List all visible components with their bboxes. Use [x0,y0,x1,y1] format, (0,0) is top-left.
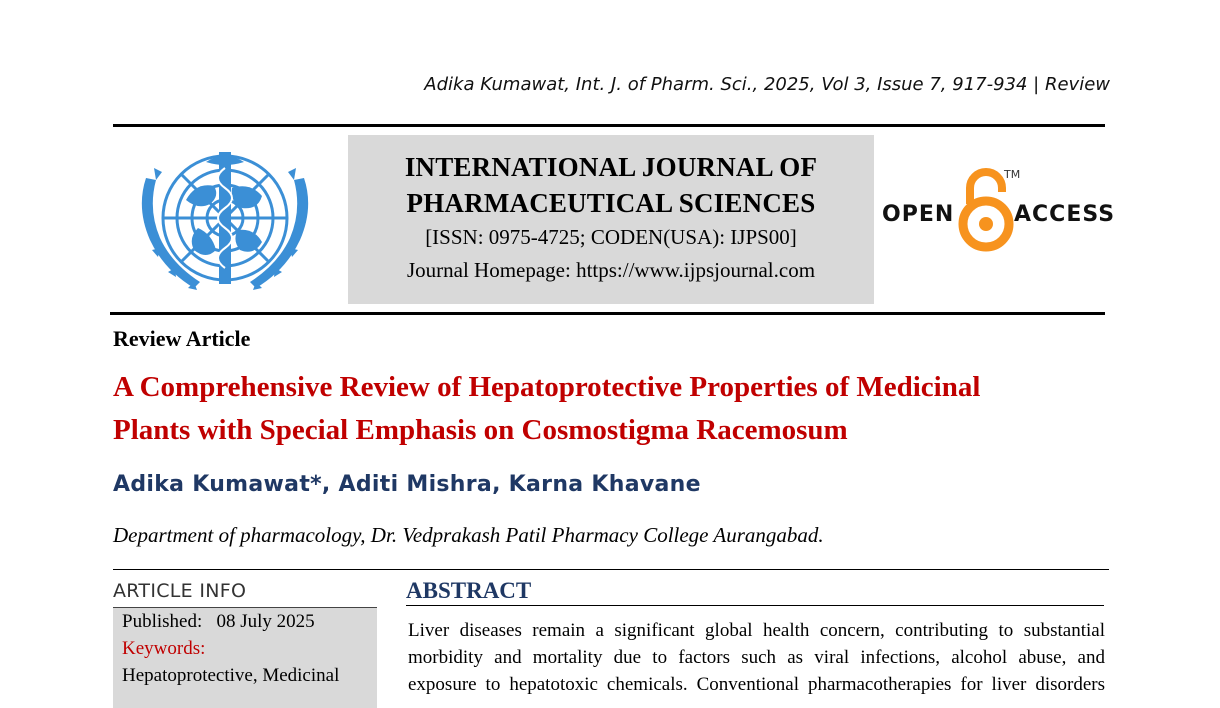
article-info-box [113,607,377,708]
journal-issn: [ISSN: 0975-4725; CODEN(USA): IJPS00] [425,225,797,249]
article-title-line1: A Comprehensive Review of Hepatoprotective Properties of Medicinal [113,371,981,403]
running-header: Adika Kumawat, Int. J. of Pharm. Sci., 2025, Vol 3, Issue 7, 917-934 | Review [424,74,1110,95]
abstract-text [408,617,1105,698]
article-title [113,366,1113,452]
journal-homepage: Journal Homepage: https://www.ijpsjournal.com [406,258,816,282]
article-title-line2: Plants with Special Emphasis on Cosmostigma Racemosum [113,414,848,446]
keywords-label: Keywords: [122,638,206,659]
abstract-line: Liver diseases remain a significant global health concern, contributing to substantial [408,620,1105,641]
journal-masthead [348,135,874,304]
abstract-rule [406,605,1104,606]
open-access-right-text: ACCESS [1014,202,1116,227]
journal-title-line1: INTERNATIONAL JOURNAL OF [404,152,818,182]
journal-title-line2: PHARMACEUTICAL SCIENCES [406,188,816,218]
keywords-value: Hepatoprotective, Medicinal [122,665,340,686]
open-access-badge [880,166,1116,256]
affiliation: Department of pharmacology, Dr. Vedprakash Patil Pharmacy College Aurangabad. [113,523,824,547]
abstract-line: morbidity and mortality due to factors such as viral infections, alcohol abuse, and [408,647,1105,668]
abstract-heading: ABSTRACT [406,578,532,603]
masthead-rule [110,312,1105,315]
open-access-left-text: OPEN [882,202,955,227]
journal-logo-icon [126,138,324,306]
trademark-mark: TM [1004,168,1021,181]
top-rule [113,124,1105,127]
article-type: Review Article [113,326,251,351]
section-rule [113,569,1109,570]
abstract-line: exposure to hepatotoxic chemicals. Conventional pharmacotherapies for liver disorders [408,674,1105,695]
article-info-heading: ARTICLE INFO [113,580,247,602]
published-date: Published: 08 July 2025 [122,611,315,632]
author-list: Adika Kumawat*, Aditi Mishra, Karna Khavane [113,472,701,497]
